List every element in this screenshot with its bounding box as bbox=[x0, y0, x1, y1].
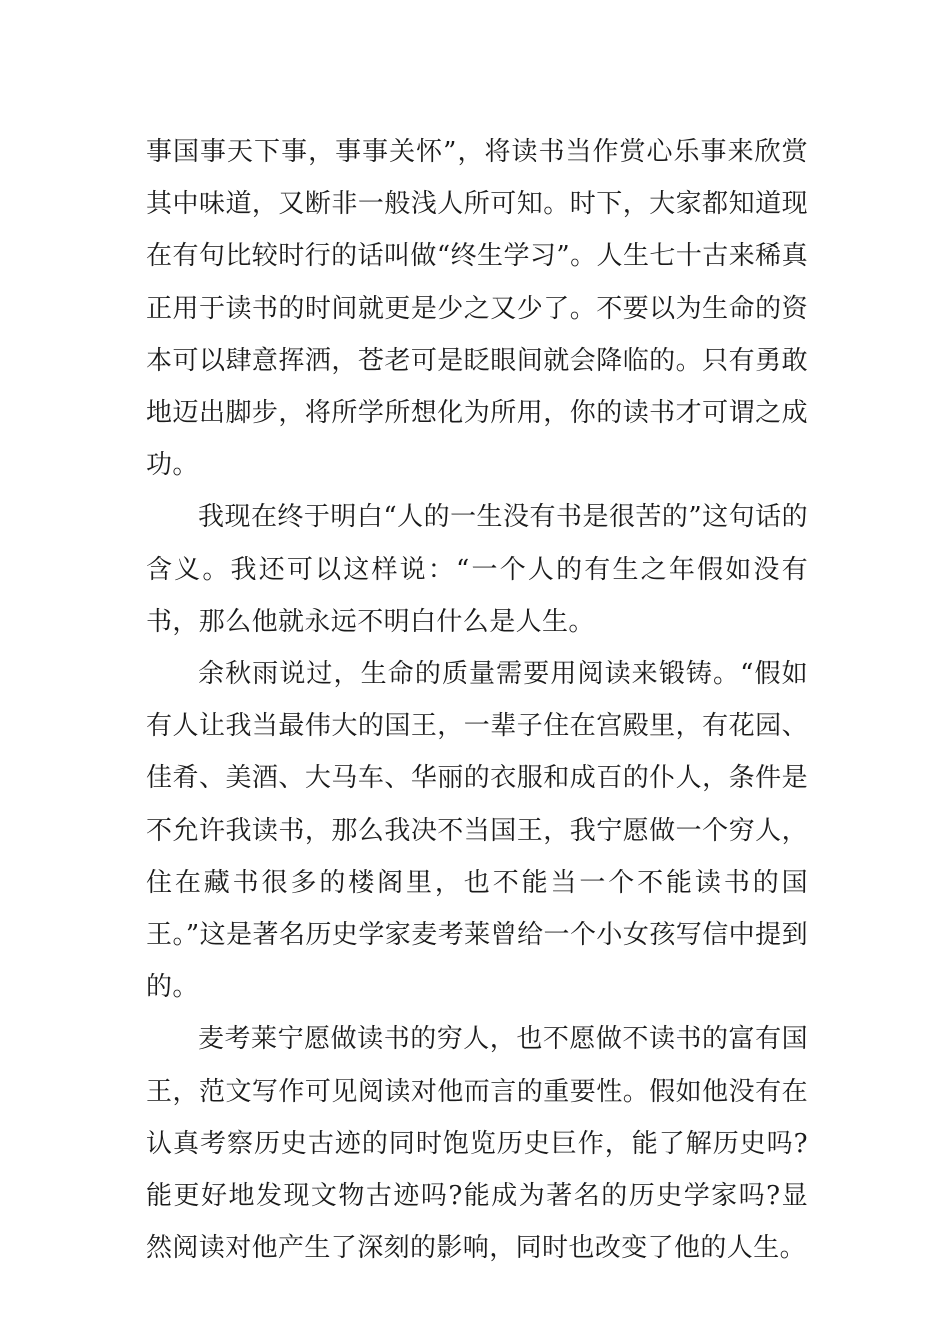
paragraph: 我现在终于明白“人的一生没有书是很苦的”这句话的含义。我还可以这样说：“一个人的有生之年假如没有书，那么他就永远不明白什么是人生。 bbox=[146, 502, 808, 637]
body-text bbox=[146, 126, 808, 1274]
paragraph: 麦考莱宁愿做读书的穷人，也不愿做不读书的富有国王，范文写作可见阅读对他而言的重要性。假如他没有在认真考察历史古迹的同时饱览历史巨作，能了解历史吗?能更好地发现文物古迹吗?能成为著名的历史学家吗?显然阅读对他产生了深刻的影响，同时也改变了他的人生。 bbox=[146, 1024, 808, 1264]
paragraph: 余秋雨说过，生命的质量需要用阅读来锻铸。“假如有人让我当最伟大的国王，一辈子住在宫殿里，有花园、佳肴、美酒、大马车、华丽的衣服和成百的仆人，条件是不允许我读书，那么我决不当国王，我宁愿做一个穷人，住在藏书很多的楼阁里，也不能当一个不能读书的国王。”这是著名历史学家麦考莱曾给一个小女孩写信中提到的。 bbox=[146, 659, 808, 1003]
paragraph-continued: 事国事天下事，事事关怀”，将读书当作赏心乐事来欣赏其中味道，又断非一般浅人所可知。时下，大家都知道现在有句比较时行的话叫做“终生学习”。人生七十古来稀真正用于读书的时间就更是少之又少了。不要以为生命的资本可以肆意挥洒，苍老可是眨眼间就会降临的。只有勇敢地迈出脚步，将所学所想化为所用，你的读书才可谓之成功。 bbox=[146, 137, 808, 481]
